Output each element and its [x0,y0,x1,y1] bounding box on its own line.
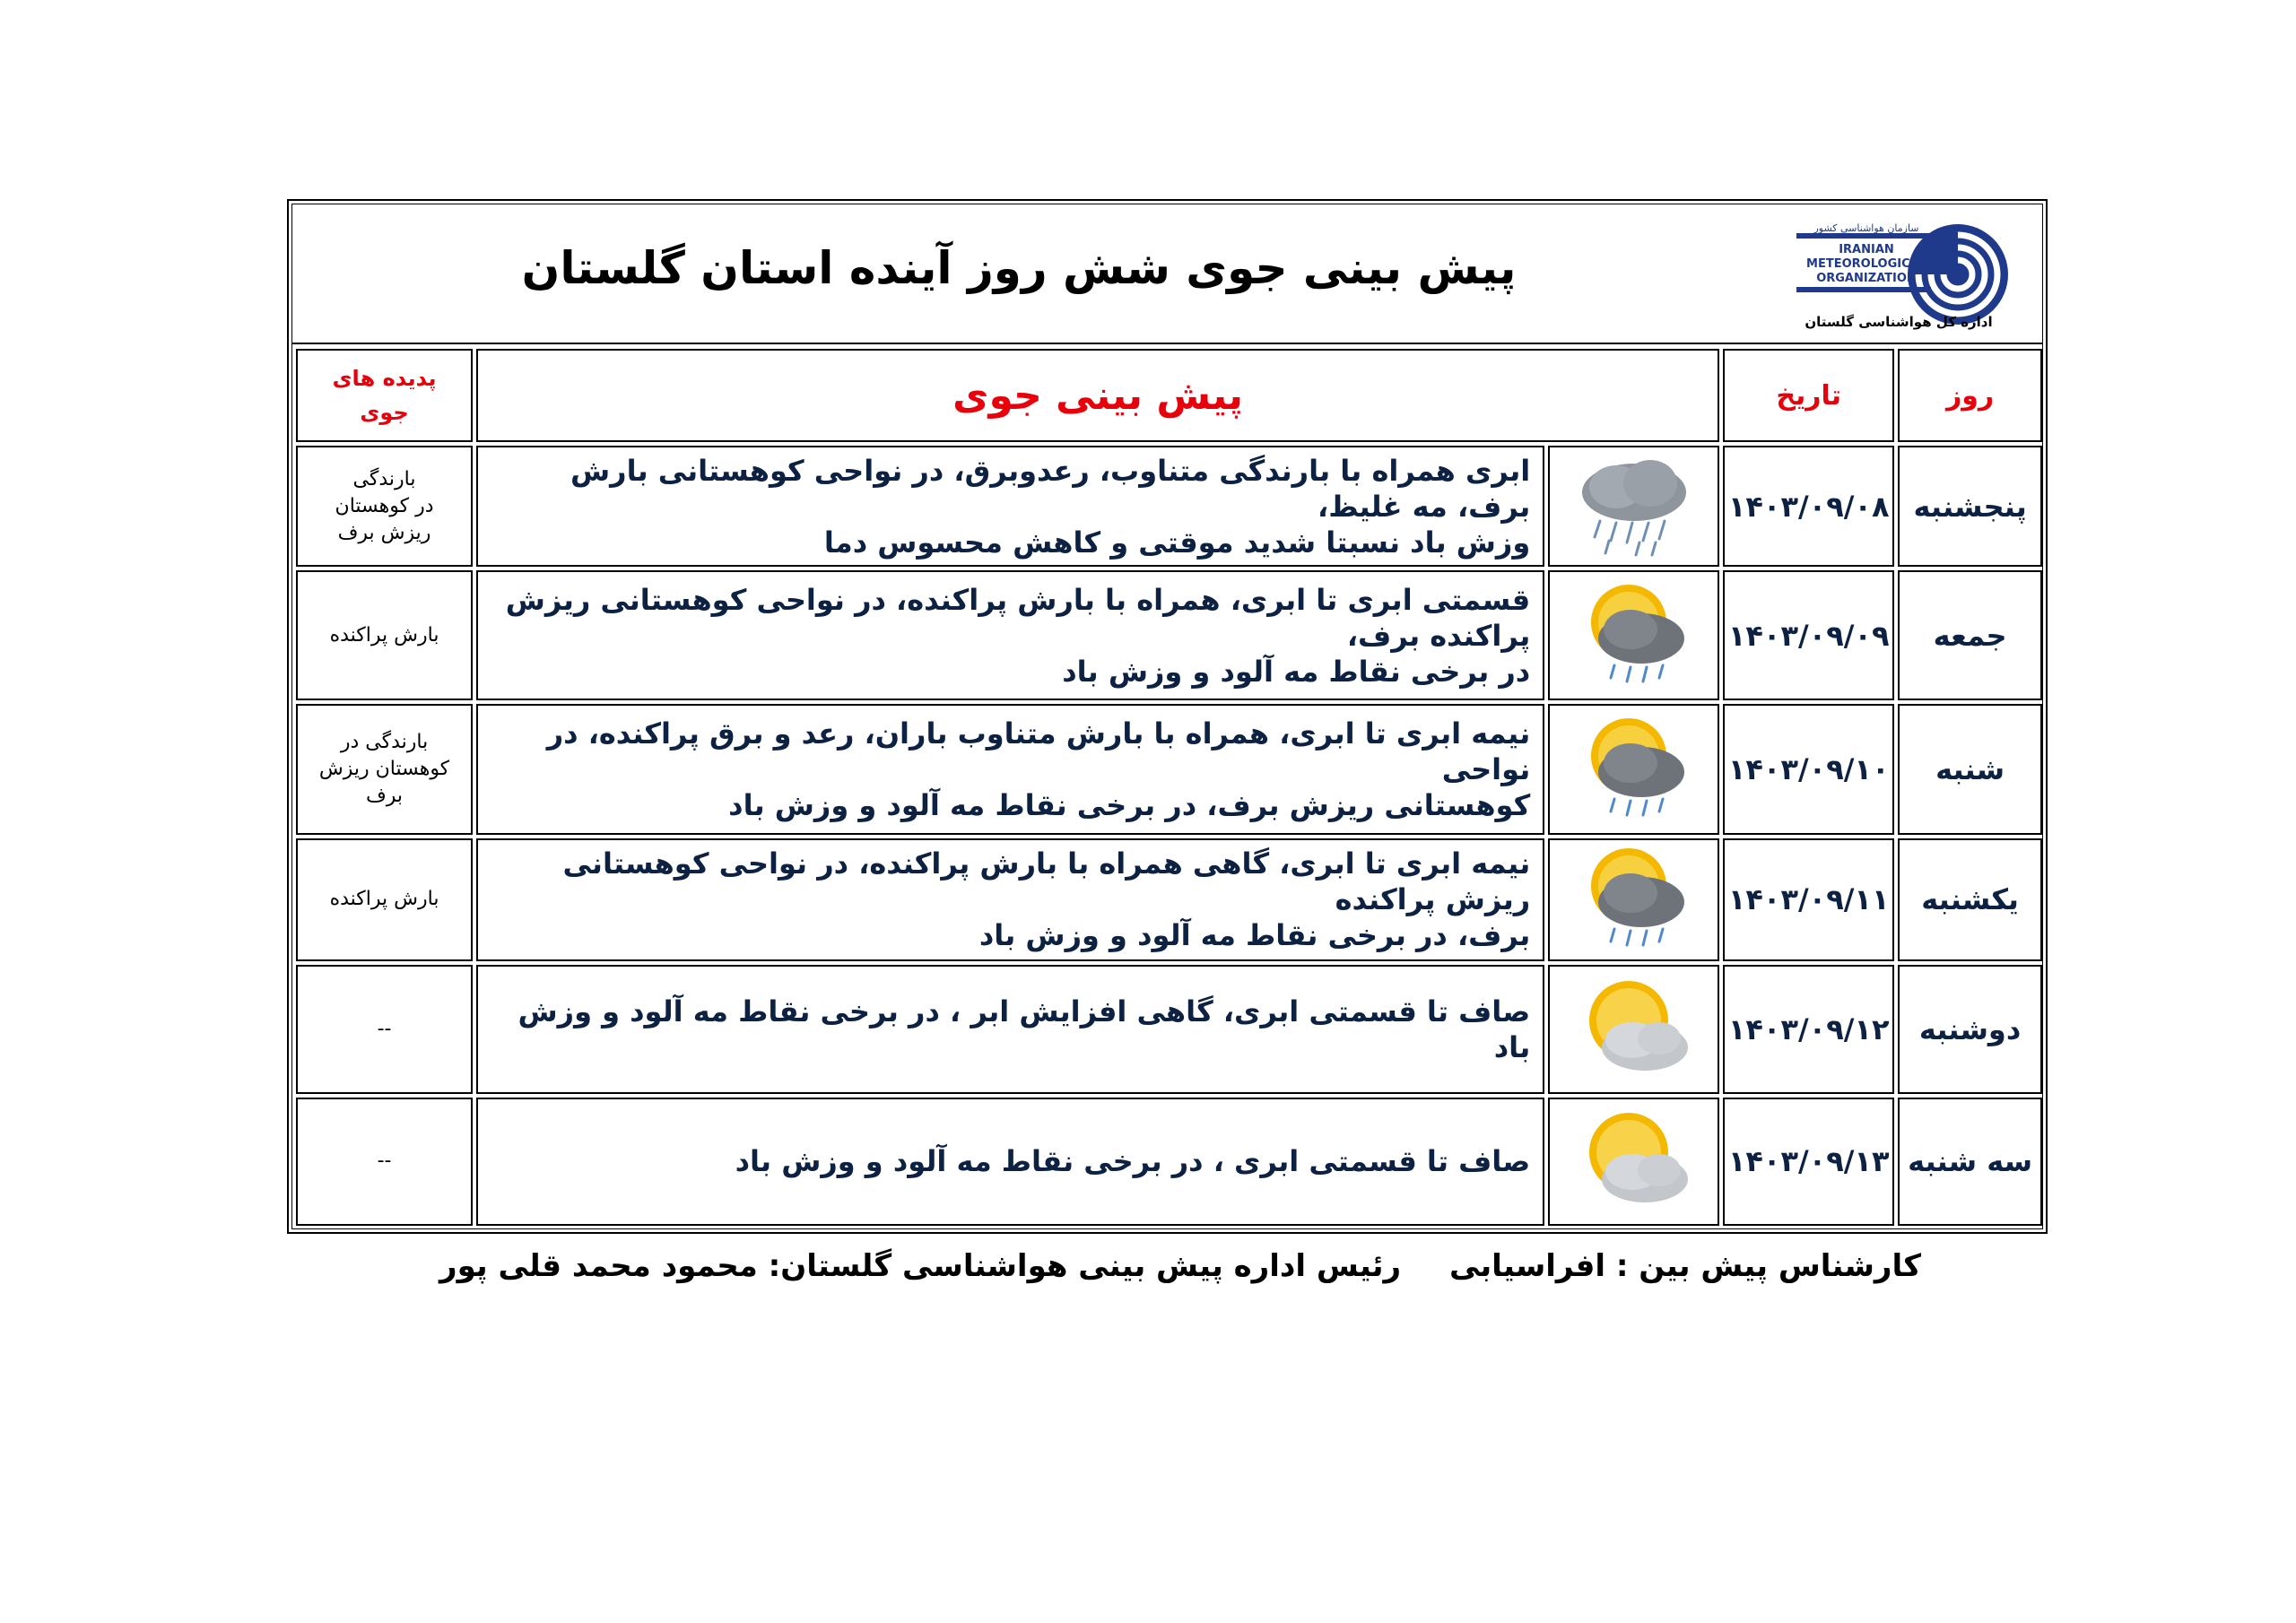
forecast-line: وزش باد نسبتا شدید موقتی و کاهش محسوس دما [823,525,1531,560]
rain-cloud-icon [1573,451,1695,562]
day-cell: یکشنبه [1898,838,2042,961]
phenomena-cell [296,1098,473,1226]
logo-caption: اداره کل هواشناسی گلستان [1805,314,1993,330]
page-title: پیش بینی جوی شش روز آینده استان گلستان [521,242,1517,294]
phenomena-line: -- [377,1017,392,1040]
header-day: روز [1898,349,2042,442]
forecast-description [476,838,1544,961]
forecast-description [476,965,1544,1094]
phenomena-line: بارندگی در [340,730,429,753]
header-phenomena [296,349,473,442]
sun-cloud-rain-icon [1573,711,1695,828]
forecast-line: صاف تا قسمتی ابری ، در برخی نقاط مه آلود و وزش باد [735,1144,1531,1179]
forecast-description [476,446,1544,567]
day-cell: دوشنبه [1898,965,2042,1094]
header-row [292,204,2042,344]
forecast-description [476,1098,1544,1226]
day-cell: سه شنبه [1898,1098,2042,1226]
forecast-frame [291,204,2043,1229]
day-cell: جمعه [1898,570,2042,700]
table-row [296,446,2042,567]
department-head-name: رئیس اداره پیش بینی هواشناسی گلستان: محمود محمد قلی پور [439,1248,1402,1284]
forecast-line: صاف تا قسمتی ابری، گاهی افزایش ابر ، در برخی نقاط مه آلود و وزش باد [517,994,1531,1064]
weather-icon-cell [1548,965,1719,1094]
phenomena-cell [296,446,473,567]
forecast-line: برف، در برخی نقاط مه آلود و وزش باد [978,918,1531,953]
header-forecast: پیش بینی جوی [476,349,1719,442]
phenomena-line: ریزش برف [337,521,431,544]
forecast-description [476,704,1544,834]
weather-icon-cell [1548,838,1719,961]
day-cell: شنبه [1898,704,2042,834]
svg-text:METEOROLOGICAL: METEOROLOGICAL [1806,257,1926,271]
table-row [296,1098,2042,1226]
forecast-sheet [287,199,2048,1234]
table-row [296,704,2042,834]
forecast-table [292,345,2046,1229]
sun-cloud-rain-icon [1573,577,1695,694]
table-row [296,965,2042,1094]
sun-cloud-icon [1573,972,1695,1087]
phenomena-line: -- [377,1150,392,1173]
phenomena-line: در کوهستان [335,494,434,517]
weather-icon-cell [1548,1098,1719,1226]
header-phenomena-line-1: پدیده های [332,366,437,392]
forecaster-name: کارشناس پیش بین : افراسیابی [1449,1248,1921,1284]
sun-cloud-rain-icon [1573,843,1695,956]
phenomena-line: برف [365,784,404,807]
table-header-row [296,349,2042,442]
forecast-line: نیمه ابری تا ابری، همراه با بارش متناوب باران، رعد و برق پراکنده، در نواحی [546,716,1531,786]
day-cell: پنجشنبه [1898,446,2042,567]
svg-text:ORGANIZATION: ORGANIZATION [1816,272,1917,285]
phenomena-line: بارش پراکنده [329,623,439,647]
forecast-line: ابری همراه با بارندگی متناوب، رعدوبرق، در نواحی کوهستانی بارش برف، مه غلیظ، [570,453,1531,524]
date-cell: ۱۴۰۳/۰۹/۱۲ [1723,965,1894,1094]
date-cell: ۱۴۰۳/۰۹/۰۹ [1723,570,1894,700]
svg-text:IRANIAN: IRANIAN [1839,243,1894,256]
date-cell: ۱۴۰۳/۰۹/۱۰ [1723,704,1894,834]
phenomena-cell [296,838,473,961]
phenomena-line: کوهستان ریزش [318,757,450,780]
svg-text:سازمان هواشناسی کشور: سازمان هواشناسی کشور [1813,222,1919,234]
phenomena-line: بارندگی [352,467,416,490]
phenomena-line: بارش پراکنده [329,888,439,911]
weather-icon-cell [1548,570,1719,700]
forecast-line: نیمه ابری تا ابری، گاهی همراه با بارش پراکنده، در نواحی کوهستانی ریزش پراکنده [562,846,1531,917]
forecast-description [476,570,1544,700]
table-row [296,838,2042,961]
date-cell: ۱۴۰۳/۰۹/۱۳ [1723,1098,1894,1226]
sun-cloud-icon [1573,1104,1695,1219]
weather-icon-cell [1548,704,1719,834]
forecast-line: کوهستانی ریزش برف، در برخی نقاط مه آلود و وزش باد [728,787,1531,822]
table-row [296,570,2042,700]
forecast-line: قسمتی ابری تا ابری، همراه با بارش پراکنده، در نواحی کوهستانی ریزش پراکنده برف، [505,582,1531,653]
forecast-line: در برخی نقاط مه آلود و وزش باد [1062,654,1531,689]
header-date: تاریخ [1723,349,1894,442]
phenomena-cell [296,570,473,700]
phenomena-cell [296,965,473,1094]
date-cell: ۱۴۰۳/۰۹/۰۸ [1723,446,1894,567]
weather-icon-cell [1548,446,1719,567]
header-phenomena-line-2: جوی [360,400,409,426]
date-cell: ۱۴۰۳/۰۹/۱۱ [1723,838,1894,961]
phenomena-cell [296,704,473,834]
